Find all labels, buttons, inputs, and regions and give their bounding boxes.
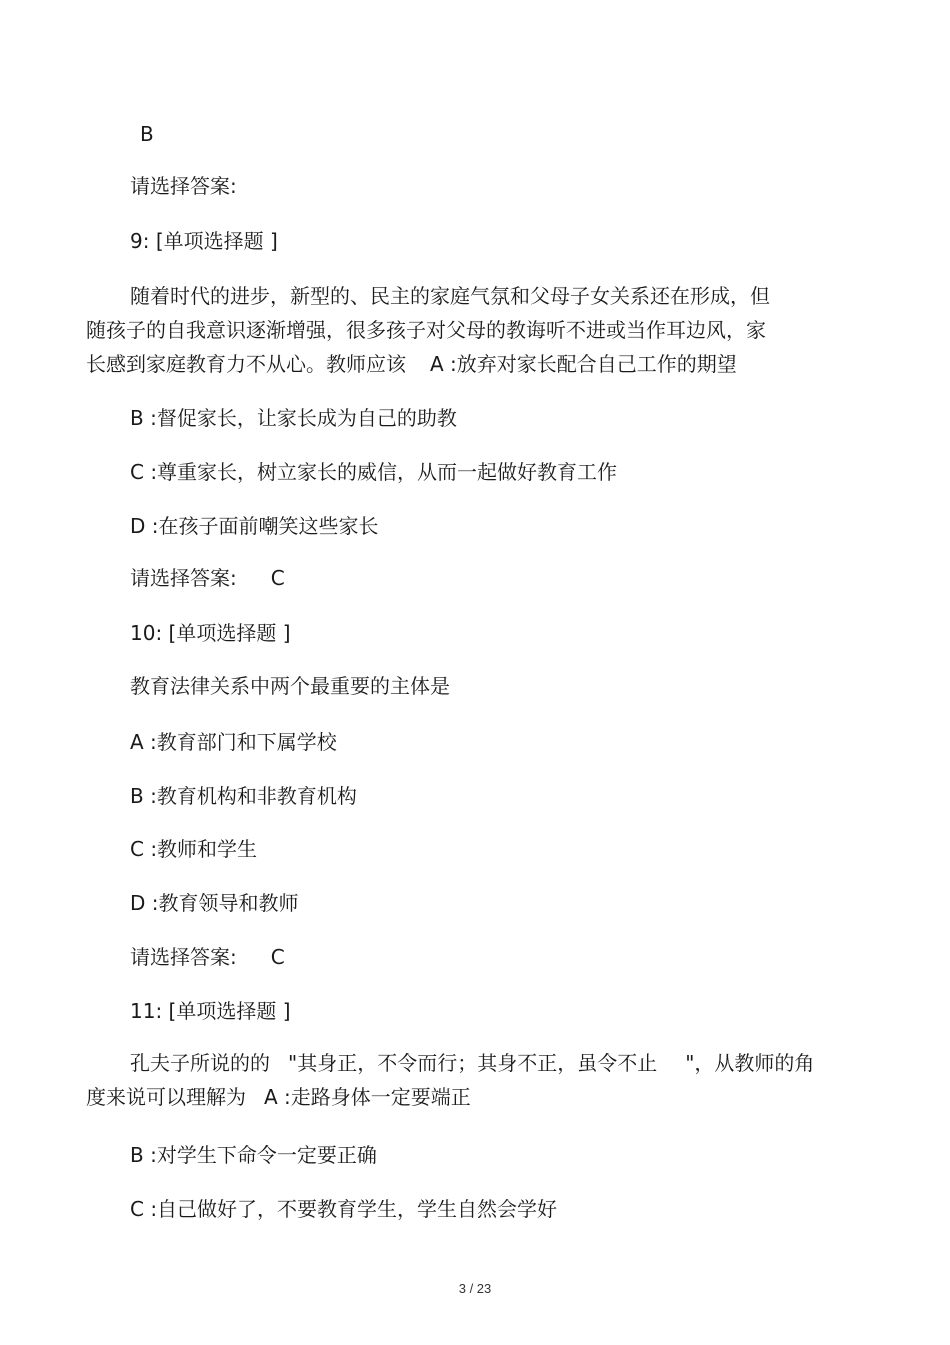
question-10-option-a: A :教育部门和下属学校: [130, 730, 337, 754]
question-9-option-c: C :尊重家长，树立家长的威信，从而一起做好教育工作: [130, 460, 618, 484]
question-10-stem: 教育法律关系中两个最重要的主体是: [130, 674, 450, 698]
question-10-option-b: B :教育机构和非教育机构: [130, 784, 357, 808]
question-10-answer: C: [270, 945, 285, 969]
question-9-stem: 随着时代的进步，新型的、民主的家庭气氛和父母子女关系还在形成，但 随孩子的自我意识逐渐增强，很多孩子对父母的教诲听不进或当作耳边风，家 长感到家庭教育力不从心。教师应该 A :放弃对家长配合自己工作的期望: [86, 284, 770, 376]
question-9-header: 9: [单项选择题 ]: [130, 229, 278, 253]
question-9-answer-line: 请选择答案: C: [130, 566, 285, 590]
question-11-stem: 孔夫子所说的的 "其身正，不令而行；其身不正，虽令不止 "，从教师的角 度来说可以理解为 A :走路身体一定要端正: [86, 1051, 815, 1109]
question-10-option-d: D :教育领导和教师: [130, 891, 299, 915]
previous-answer: B: [140, 122, 154, 146]
question-10-header: 10: [单项选择题 ]: [130, 621, 291, 645]
question-11-option-c: C :自己做好了，不要教育学生，学生自然会学好: [130, 1197, 558, 1221]
question-11-option-b: B :对学生下命令一定要正确: [130, 1143, 377, 1167]
question-10-answer-line: 请选择答案: C: [130, 945, 285, 969]
page-number: 3 / 23: [458, 1281, 492, 1296]
question-9-option-d: D :在孩子面前嘲笑这些家长: [130, 514, 379, 538]
question-9-option-a: A :放弃对家长配合自己工作的期望: [430, 352, 737, 376]
question-9-option-b: B :督促家长，让家长成为自己的助教: [130, 406, 457, 430]
question-9-answer: C: [270, 566, 285, 590]
question-11-header: 11: [单项选择题 ]: [130, 999, 291, 1023]
answer-prompt: 请选择答案:: [130, 174, 237, 198]
question-10-option-c: C :教师和学生: [130, 837, 258, 861]
question-11-option-a: A :走路身体一定要端正: [264, 1085, 471, 1109]
